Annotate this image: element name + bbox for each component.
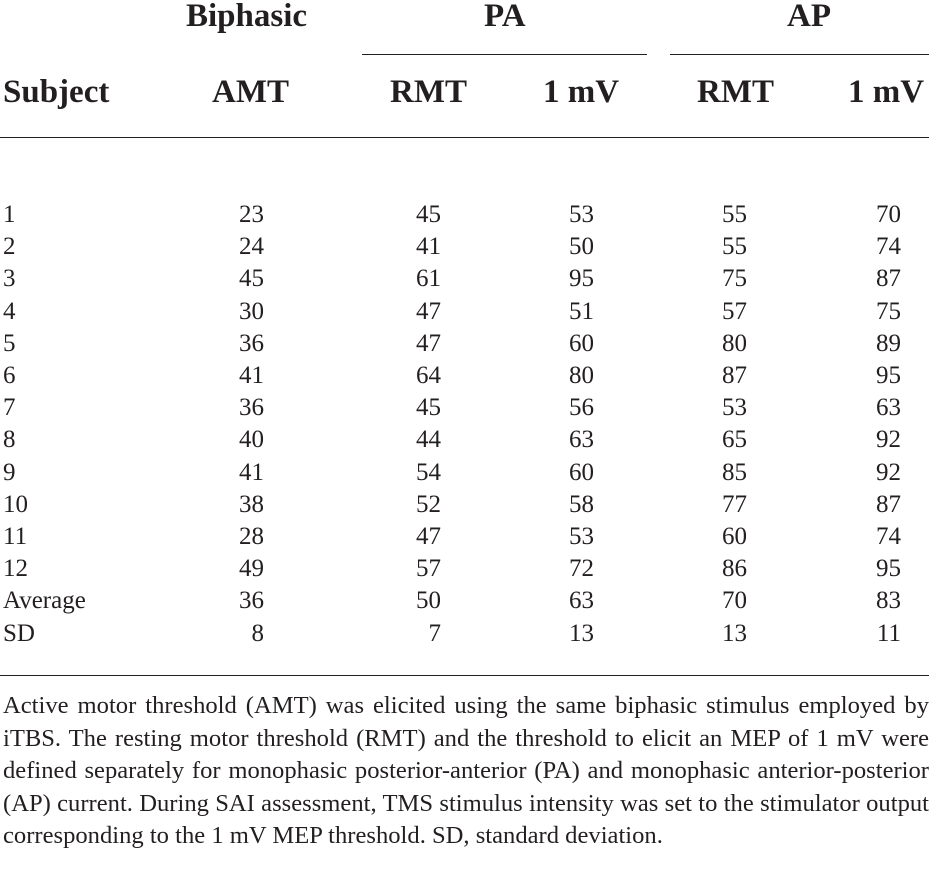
cell-subject: 7: [3, 394, 16, 421]
column-header-ap-1mv: 1 mV: [848, 74, 925, 110]
cell-pa-1mv: 60: [569, 459, 594, 486]
cell-pa-rmt: 61: [416, 265, 441, 292]
cell-subject: 10: [3, 491, 28, 518]
cell-subject: 3: [3, 265, 16, 292]
cell-amt: 45: [239, 265, 264, 292]
cell-ap-1mv: 87: [876, 491, 901, 518]
cell-amt: 28: [239, 523, 264, 550]
cell-pa-1mv: 13: [569, 620, 594, 647]
cell-subject: 8: [3, 426, 16, 453]
cell-ap-rmt: 86: [722, 555, 747, 582]
cell-subject: 11: [3, 523, 28, 550]
cell-subject: 9: [3, 459, 16, 486]
cell-amt: 36: [239, 330, 264, 357]
cell-pa-rmt: 52: [416, 491, 441, 518]
column-header-subject: Subject: [3, 74, 110, 110]
cell-ap-1mv: 70: [876, 201, 901, 228]
cell-subject: SD: [3, 620, 35, 647]
cell-subject: Average: [3, 587, 86, 614]
cell-pa-rmt: 54: [416, 459, 441, 486]
column-header-amt: AMT: [212, 74, 289, 110]
cell-pa-rmt: 45: [416, 201, 441, 228]
cell-ap-rmt: 77: [722, 491, 747, 518]
cell-ap-1mv: 83: [876, 587, 901, 614]
cell-ap-1mv: 63: [876, 394, 901, 421]
cell-ap-1mv: 74: [876, 233, 901, 260]
cell-pa-rmt: 41: [416, 233, 441, 260]
cell-pa-rmt: 44: [416, 426, 441, 453]
cell-pa-rmt: 47: [416, 523, 441, 550]
cell-amt: 8: [251, 620, 264, 647]
cell-subject: 2: [3, 233, 16, 260]
cell-pa-1mv: 63: [569, 426, 594, 453]
cell-ap-rmt: 55: [722, 201, 747, 228]
cell-pa-rmt: 50: [416, 587, 441, 614]
cell-pa-1mv: 51: [569, 298, 594, 325]
group-header-pa: PA: [484, 0, 526, 34]
cell-ap-rmt: 87: [722, 362, 747, 389]
table-bottom-rule: [0, 675, 929, 676]
cell-pa-1mv: 63: [569, 587, 594, 614]
column-header-ap-rmt: RMT: [697, 74, 774, 110]
table-footnote: Active motor threshold (AMT) was elicited using the same biphasic stimulus employed by iTBS. The resting motor threshold (RMT) and the threshold to elicit an MEP of 1 mV were defined separately for monophasic posterior-anterior (PA) and monophasic anterior-posterior (AP) current. During SAI assessment, TMS stimulus intensity was set to the stimulator output corresponding to the 1 mV MEP threshold. SD, standard deviation.: [3, 692, 929, 849]
cell-pa-1mv: 50: [569, 233, 594, 260]
cell-ap-1mv: 89: [876, 330, 901, 357]
cell-ap-rmt: 53: [722, 394, 747, 421]
cell-pa-rmt: 57: [416, 555, 441, 582]
cell-pa-1mv: 53: [569, 201, 594, 228]
cell-amt: 41: [239, 362, 264, 389]
cell-subject: 5: [3, 330, 16, 357]
cell-amt: 49: [239, 555, 264, 582]
cell-subject: 12: [3, 555, 28, 582]
header-bottom-rule: [0, 137, 929, 138]
ap-group-rule: [670, 54, 929, 55]
cell-subject: 6: [3, 362, 16, 389]
column-header-pa-1mv: 1 mV: [543, 74, 620, 110]
cell-subject: 1: [3, 201, 16, 228]
cell-pa-1mv: 72: [569, 555, 594, 582]
cell-subject: 4: [3, 298, 16, 325]
cell-pa-rmt: 47: [416, 298, 441, 325]
cell-ap-rmt: 60: [722, 523, 747, 550]
cell-pa-1mv: 80: [569, 362, 594, 389]
cell-ap-1mv: 95: [876, 362, 901, 389]
pa-group-rule: [362, 54, 647, 55]
cell-ap-rmt: 70: [722, 587, 747, 614]
cell-pa-1mv: 95: [569, 265, 594, 292]
cell-ap-1mv: 92: [876, 459, 901, 486]
cell-pa-1mv: 60: [569, 330, 594, 357]
cell-ap-rmt: 57: [722, 298, 747, 325]
cell-ap-rmt: 75: [722, 265, 747, 292]
cell-pa-1mv: 58: [569, 491, 594, 518]
cell-pa-rmt: 64: [416, 362, 441, 389]
group-header-biphasic: Biphasic: [186, 0, 308, 34]
cell-ap-1mv: 87: [876, 265, 901, 292]
cell-amt: 24: [239, 233, 264, 260]
cell-ap-rmt: 65: [722, 426, 747, 453]
cell-amt: 23: [239, 201, 264, 228]
cell-pa-1mv: 56: [569, 394, 594, 421]
cell-amt: 38: [239, 491, 264, 518]
cell-pa-rmt: 45: [416, 394, 441, 421]
cell-amt: 36: [239, 394, 264, 421]
column-header-pa-rmt: RMT: [390, 74, 467, 110]
cell-amt: 30: [239, 298, 264, 325]
cell-pa-rmt: 47: [416, 330, 441, 357]
cell-pa-rmt: 7: [428, 620, 441, 647]
cell-amt: 36: [239, 587, 264, 614]
cell-ap-rmt: 85: [722, 459, 747, 486]
cell-ap-1mv: 75: [876, 298, 901, 325]
cell-ap-1mv: 92: [876, 426, 901, 453]
cell-ap-rmt: 13: [722, 620, 747, 647]
cell-amt: 40: [239, 426, 264, 453]
cell-ap-1mv: 74: [876, 523, 901, 550]
group-header-ap: AP: [787, 0, 831, 34]
cell-ap-1mv: 11: [876, 620, 901, 647]
cell-amt: 41: [239, 459, 264, 486]
cell-pa-1mv: 53: [569, 523, 594, 550]
cell-ap-rmt: 55: [722, 233, 747, 260]
cell-ap-1mv: 95: [876, 555, 901, 582]
cell-ap-rmt: 80: [722, 330, 747, 357]
